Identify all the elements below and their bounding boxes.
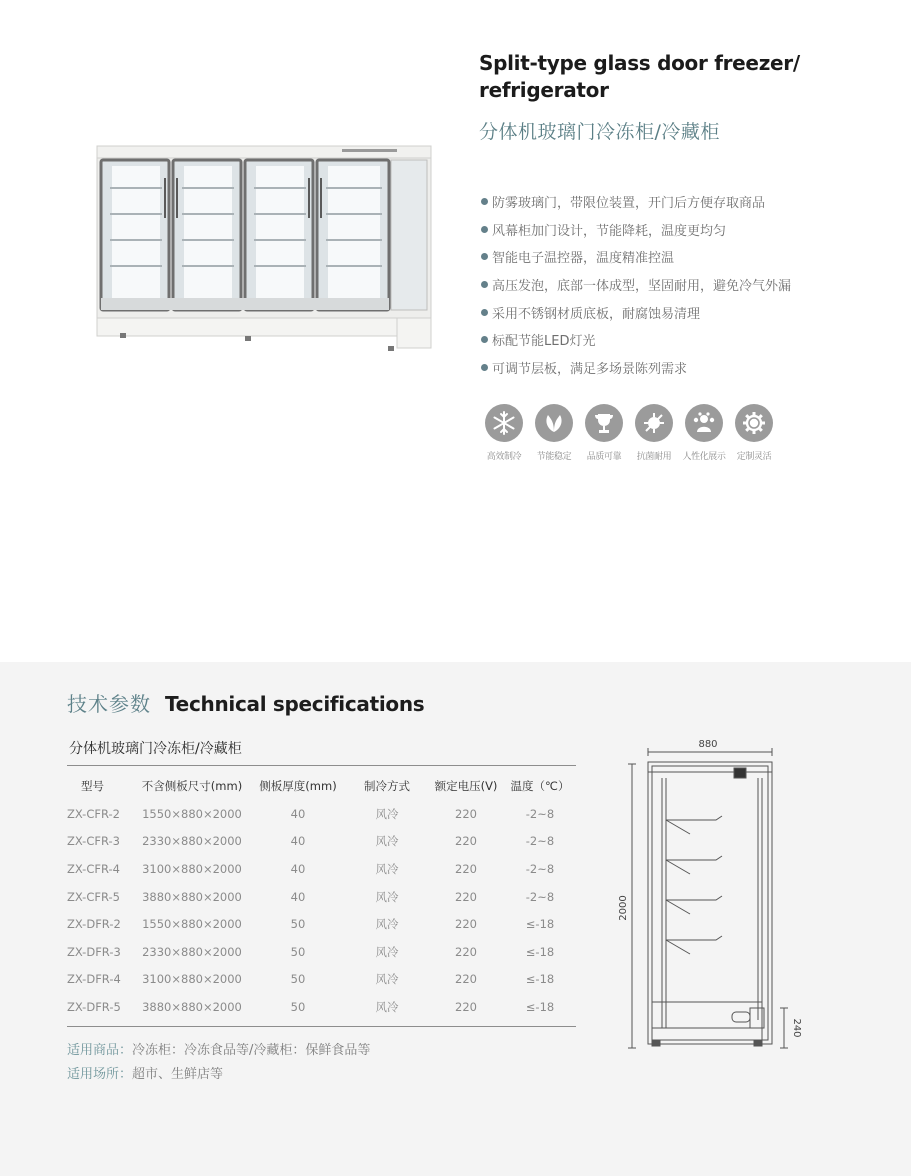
specs-heading-en: Technical specifications xyxy=(165,692,425,716)
table-row xyxy=(60,855,576,883)
table-cell: -2~8 xyxy=(525,861,555,876)
feature-item: 高压发泡，底部一体成型，坚固耐用，避免冷气外漏 xyxy=(481,271,791,299)
table-cell: 40 xyxy=(290,806,306,821)
applicable-places: 适用场所：超市、生鲜店等 xyxy=(67,1067,224,1082)
gear-icon xyxy=(735,404,773,442)
table-cell: 1550×880×2000 xyxy=(142,806,242,821)
bullet-icon xyxy=(481,253,488,260)
table-cell: 220 xyxy=(455,806,477,821)
table-cell: ZX-CFR-3 xyxy=(67,834,120,849)
column-header: 额定电压(V) xyxy=(434,779,498,793)
table-cell: 40 xyxy=(290,834,306,849)
table-cell: ≤-18 xyxy=(525,944,555,959)
column-header: 温度（℃） xyxy=(510,779,570,793)
table-cell: 50 xyxy=(290,917,306,932)
column-header: 型号 xyxy=(81,779,104,793)
product-title-cn: 分体机玻璃门冷冻柜/冷藏柜 xyxy=(479,121,720,143)
table-cell: ≤-18 xyxy=(525,972,555,987)
product-title-en: Split-type glass door freezer/ refrigerator xyxy=(479,51,800,102)
leaf-icon xyxy=(535,404,573,442)
feature-icon-item: 抗菌耐用 xyxy=(629,404,679,462)
spec-table xyxy=(60,772,576,1021)
table-cell: 50 xyxy=(290,972,306,987)
table-cell: 40 xyxy=(290,861,306,876)
table-cell: 220 xyxy=(455,917,477,932)
table-header-row xyxy=(60,772,576,800)
table-cell: 220 xyxy=(455,834,477,849)
table-row xyxy=(60,800,576,828)
feature-item: 智能电子温控器，温度精准控温 xyxy=(481,243,791,271)
bullet-icon xyxy=(481,281,488,288)
specs-heading-cn: 技术参数 xyxy=(67,692,151,716)
diagram-width-label: 880 xyxy=(698,739,718,750)
feature-item: 风幕柜加门设计，节能降耗，温度更均匀 xyxy=(481,216,791,244)
feature-icons-row xyxy=(479,404,779,462)
people-icon xyxy=(685,404,723,442)
feature-icon-item: 高效制冷 xyxy=(479,404,529,462)
product-image xyxy=(92,138,434,354)
table-cell: 220 xyxy=(455,944,477,959)
bullet-icon xyxy=(481,309,488,316)
table-row xyxy=(60,938,576,966)
column-header: 制冷方式 xyxy=(364,779,410,793)
feature-icon-item: 品质可靠 xyxy=(579,404,629,462)
diagram-height-label: 2000 xyxy=(618,895,629,921)
table-cell: 220 xyxy=(455,972,477,987)
table-cell: 3880×880×2000 xyxy=(142,889,242,904)
table-cell: -2~8 xyxy=(525,889,555,904)
table-title: 分体机玻璃门冷冻柜/冷藏柜 xyxy=(69,741,242,757)
feature-icon-item: 定制灵活 xyxy=(729,404,779,462)
table-cell: ZX-CFR-4 xyxy=(67,861,120,876)
table-cell: 3880×880×2000 xyxy=(142,999,242,1014)
feature-item: 采用不锈钢材质底板，耐腐蚀易清理 xyxy=(481,298,791,326)
table-cell: ZX-DFR-2 xyxy=(67,917,121,932)
table-row xyxy=(60,883,576,911)
table-cell: 50 xyxy=(290,944,306,959)
table-cell: 50 xyxy=(290,999,306,1014)
feature-icon-item: 人性化展示 xyxy=(679,404,729,462)
table-cell: ≤-18 xyxy=(525,917,555,932)
table-cell: 1550×880×2000 xyxy=(142,917,242,932)
table-row xyxy=(60,966,576,994)
table-cell: 风冷 xyxy=(375,861,399,876)
table-cell: ZX-CFR-5 xyxy=(67,889,120,904)
table-bottom-rule xyxy=(67,1026,576,1027)
diagram-base-label: 240 xyxy=(791,1018,802,1038)
bullet-icon xyxy=(481,198,488,205)
table-cell: 2330×880×2000 xyxy=(142,834,242,849)
table-cell: 风冷 xyxy=(375,972,399,987)
table-cell: 风冷 xyxy=(375,806,399,821)
column-header: 侧板厚度(mm) xyxy=(259,779,337,793)
specs-heading xyxy=(67,688,424,717)
spec-table-body xyxy=(60,800,576,1021)
table-cell: 风冷 xyxy=(375,889,399,904)
table-cell: 220 xyxy=(455,999,477,1014)
table-cell: 风冷 xyxy=(375,834,399,849)
snowflake-icon xyxy=(485,404,523,442)
antibacterial-icon xyxy=(635,404,673,442)
column-header: 不含侧板尺寸(mm) xyxy=(141,779,243,793)
table-top-rule xyxy=(67,765,576,766)
table-cell: 3100×880×2000 xyxy=(142,972,242,987)
side-view-diagram xyxy=(612,738,802,1056)
table-cell: ZX-DFR-5 xyxy=(67,999,121,1014)
table-cell: ZX-CFR-2 xyxy=(67,806,120,821)
bullet-icon xyxy=(481,336,488,343)
table-cell: 3100×880×2000 xyxy=(142,861,242,876)
table-cell: 风冷 xyxy=(375,917,399,932)
feature-item: 标配节能LED灯光 xyxy=(481,326,791,354)
applicable-goods: 适用商品：冷冻柜：冷冻食品等/冷藏柜：保鲜食品等 xyxy=(67,1043,371,1058)
feature-item: 可调节层板，满足多场景陈列需求 xyxy=(481,354,791,382)
table-cell: 风冷 xyxy=(375,944,399,959)
table-cell: 220 xyxy=(455,889,477,904)
table-cell: -2~8 xyxy=(525,834,555,849)
table-cell: 220 xyxy=(455,861,477,876)
table-cell: 40 xyxy=(290,889,306,904)
feature-icon-item: 节能稳定 xyxy=(529,404,579,462)
table-cell: 2330×880×2000 xyxy=(142,944,242,959)
table-cell: ZX-DFR-4 xyxy=(67,972,121,987)
table-cell: -2~8 xyxy=(525,806,555,821)
table-row xyxy=(60,993,576,1021)
feature-item: 防雾玻璃门，带限位装置，开门后方便存取商品 xyxy=(481,188,791,216)
table-row xyxy=(60,828,576,856)
table-row xyxy=(60,910,576,938)
bullet-icon xyxy=(481,364,488,371)
table-cell: 风冷 xyxy=(375,999,399,1014)
table-cell: ≤-18 xyxy=(525,999,555,1014)
bullet-icon xyxy=(481,226,488,233)
trophy-icon xyxy=(585,404,623,442)
feature-list xyxy=(481,188,791,381)
table-cell: ZX-DFR-3 xyxy=(67,944,121,959)
